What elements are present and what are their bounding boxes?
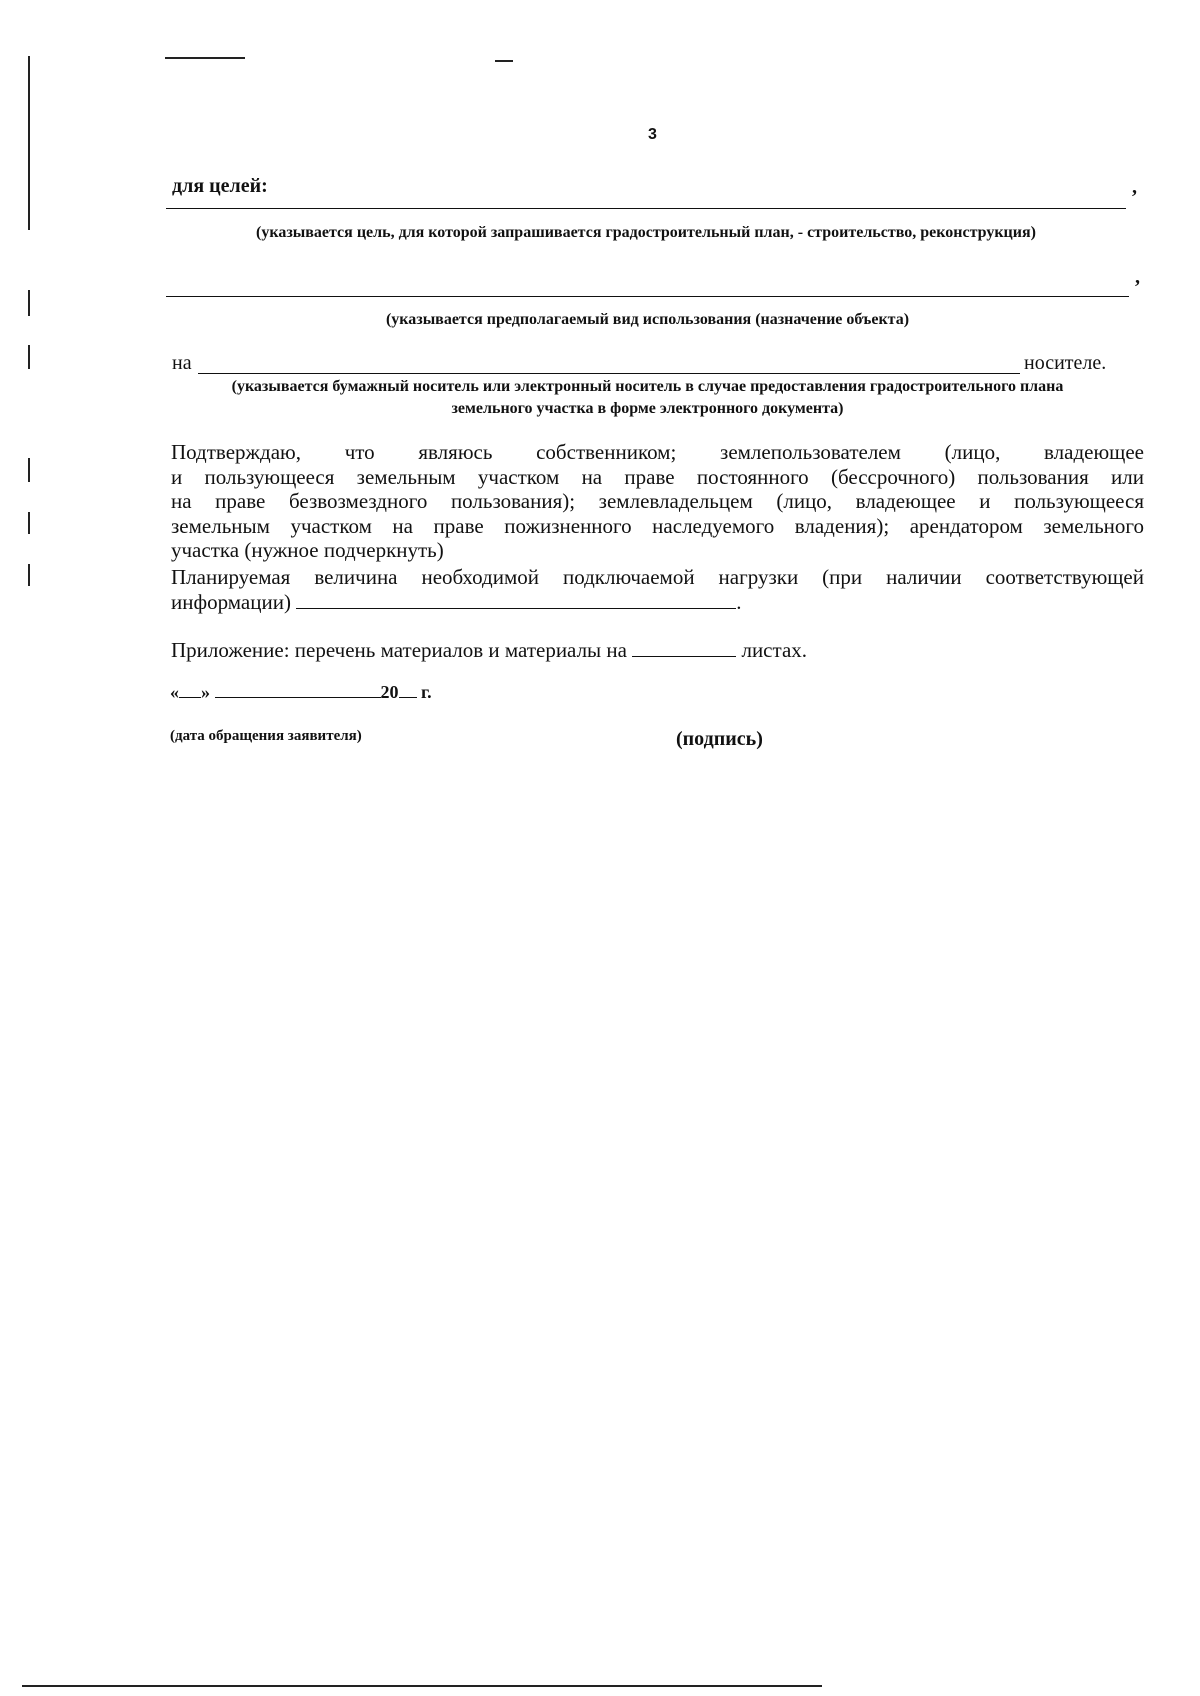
- date-year-prefix: 20: [380, 682, 399, 702]
- purpose-label: для целей:: [172, 175, 268, 197]
- confirmation-line: участка (нужное подчеркнуть): [171, 538, 444, 562]
- load-line-2-prefix: информации): [171, 589, 291, 614]
- usage-blank-line[interactable]: [166, 296, 1129, 297]
- medium-caption-line2: земельного участка в форме электронного документа): [451, 400, 844, 417]
- attachment-prefix: Приложение: перечень материалов и материалы на: [171, 638, 627, 662]
- purpose-trailing-comma: ,: [1132, 176, 1137, 198]
- scan-mark-left-1: [28, 56, 30, 230]
- medium-caption-line1: (указывается бумажный носитель или электронный носитель в случае предоставления градостроительного плана: [231, 378, 1064, 395]
- scan-mark-left-2: [28, 290, 30, 316]
- load-value-blank[interactable]: [296, 590, 736, 609]
- date-day-blank[interactable]: [179, 683, 201, 698]
- medium-suffix: носителе.: [1024, 352, 1107, 374]
- load-line-2: [171, 590, 1144, 615]
- load-line-1: Планируемая величина необходимой подключаемой нагрузки (при наличии соответствующей: [171, 565, 1144, 589]
- date-year-suffix: г.: [421, 682, 432, 702]
- scan-mark-left-4: [28, 458, 30, 482]
- load-line-2-suffix: .: [736, 589, 742, 614]
- attachment-line: [171, 638, 807, 663]
- signature-caption: (подпись): [676, 728, 763, 750]
- usage-caption: (указывается предполагаемый вид использования (назначение объекта): [385, 311, 910, 328]
- date-year-blank[interactable]: [399, 683, 417, 698]
- confirmation-line: и пользующееся земельным участком на праве постоянного (бессрочного) пользования или: [171, 464, 1144, 489]
- date-line: [170, 682, 432, 703]
- medium-blank-line[interactable]: [198, 373, 1020, 374]
- page-number: 3: [648, 126, 657, 143]
- scan-mark-left-6: [28, 564, 30, 586]
- attachment-suffix: листах.: [741, 638, 808, 662]
- confirmation-paragraph: [171, 440, 1144, 563]
- scan-mark-bottom: [22, 1685, 822, 1687]
- scan-mark-left-3: [28, 345, 30, 369]
- scan-mark-left-5: [28, 512, 30, 534]
- purpose-blank-line[interactable]: [166, 208, 1126, 209]
- date-month-blank[interactable]: [215, 683, 381, 698]
- attachment-sheets-blank[interactable]: [632, 638, 736, 657]
- scan-mark-top-2: [495, 60, 513, 62]
- date-close-quote: »: [201, 682, 210, 702]
- confirmation-line: Подтверждаю, что являюсь собственником; землепользователем (лицо, владеющее: [171, 440, 1144, 464]
- usage-trailing-comma: ,: [1135, 266, 1140, 288]
- medium-prefix: на: [172, 352, 192, 374]
- purpose-caption: (указывается цель, для которой запрашивается градостроительный план, - строительство, реконструкция): [256, 224, 1036, 241]
- scan-mark-top-1: [165, 57, 245, 59]
- confirmation-line: земельным участком на праве пожизненного наследуемого владения); арендатором земельного: [171, 513, 1144, 538]
- load-paragraph: [171, 565, 1144, 614]
- date-caption: (дата обращения заявителя): [170, 728, 362, 744]
- confirmation-line: на праве безвозмездного пользования); землевладельцем (лицо, владеющее и пользующееся: [171, 489, 1144, 513]
- date-open-quote: «: [170, 682, 179, 702]
